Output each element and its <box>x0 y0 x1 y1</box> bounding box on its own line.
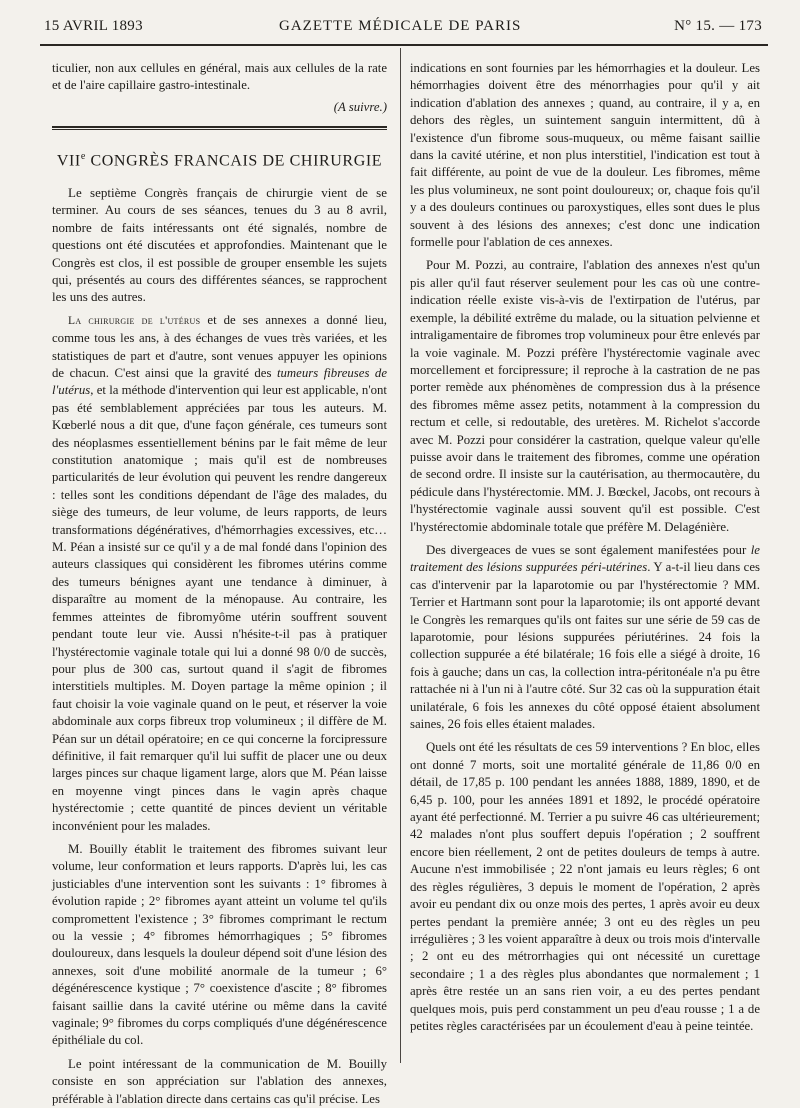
italic-term: le traitement des lésions suppurées péri-utérines <box>410 542 760 575</box>
page-header <box>44 18 762 40</box>
italic-term: tumeurs fibreuses de l'utérus <box>52 366 387 398</box>
continued-text: ticulier, non aux cellules en général, mais aux cellules de la rate et de l'aire capillaire gastro-intestinale. <box>52 61 387 93</box>
paragraph-results: Quels ont été les résultats de ces 59 interventions ? En bloc, elles ont donné 7 morts, soit une mortalité générale de 11,86 0/0 en détail, de 17,85 p. 100 pendant les années 1888, 1889, 1890, et de 6,45 p. 100, pour les années 1891 et 1892, le procédé opératoire ayant été perfectionné. M. Terrier a pu suivre 46 cas ultérieurement; 42 malades n'ont plus souffert depuis l'opération ; 2 souffrent encore bien réellement, 2 ont de petites douleurs de temps à autre. Aucune n'est immobilisée ; 22 n'ont jamais eu leurs règles; 6 ont des règles régulières, 3 depuis le moment de l'opération, 2 après avoir eu pendant dix ou onze mois des pertes, 1 après avoir eu deux pertes pendant la première année; 3 ont eu des règles un peu irrégulières ; 3 les voient apparaître à deux ou trois mois d'intervalle ; 2 ont eu des métrorrhagies qui ont nécessité un curettage secondaire ; 1 a des règles plus abondantes que normalement ; 1 après être restée un an sans rien voir, a eu des pertes pendant quelques mois, puis perd constamment un peu d'eau rousse ; 1 a de petites règles caractérisées par un écoulement d'eau à peine teintée. <box>410 740 760 1033</box>
left-column <box>52 60 387 1108</box>
section-title-ordinal: e <box>80 151 86 163</box>
issue-date: 15 AVRIL 1893 <box>44 18 143 34</box>
to-be-continued: (A suivre.) <box>333 99 387 114</box>
paragraph-bouilly: M. Bouilly établit le traitement des fibromes suivant leur volume, leur conformation et leurs rapports. D'après lui, les cas justiciables d'une intervention sont les suivants : 1° fibromes à évolution rapide ; 2° fibromes ayant atteint un volume tel qu'ils compromettent l'existence ; 3° fibromes comprimant le rectum ou la vessie ; 4° fibromes hémorrhagiques ; 5° fibromes douloureux, dans lesquels la douleur dépend soit d'une lésion des annexes, soit d'une mobilité anormale de la tumeur ; 6° dégénérescence kystique ; 7° coexistence d'ascite ; 8° fibromes faisant saillie dans la cavité utérine ou même dans la cavité vaginale; 9° fibromes du corps compliqués d'une dégénérescence épithéliale du col. <box>52 841 387 1048</box>
paragraph-indications: indications en sont fournies par les hémorrhagies et la douleur. Les hémorrhagies doivent être des ménorrhagies pour qu'il y ait indication d'ablation des annexes ; quand, au contraire, il y a, en dehors des règles, un suintement sanguin intermittent, dû à l'existence d'un fibrome sous-muqueux, ou même faisant saillie dans la cavité utérine, et non plus interstitiel, l'indication est tout à fait différente, au point de vue de la douleur. Les fibromes, même les plus volumineux, ne sont point douloureux; or, chaque fois qu'il y a des douleurs continues ou paroxystiques, elles sont dues le plus souvent à des lésions des annexes; c'est donc une indication formelle pour l'ablation de ces annexes. <box>410 61 760 250</box>
paragraph-bouilly-annexes: Le point intéressant de la communication de M. Bouilly consiste en son appréciation sur l'ablation des annexes, préférable à l'ablation directe dans certains cas qu'il précise. Les <box>52 1056 387 1106</box>
section-rule-thick <box>52 126 387 128</box>
column-divider <box>400 48 401 1063</box>
journal-title: GAZETTE MÉDICALE DE PARIS <box>279 18 522 34</box>
section-rule-thin <box>52 129 387 130</box>
section-title <box>52 148 387 170</box>
paragraph-pozzi: Pour M. Pozzi, au contraire, l'ablation des annexes n'est qu'un pis aller qu'il faut réserver seulement pour les cas où une contre-indication réelle existe vis-à-vis de l'extirpation de l'utérus, par exemple, la débilité extrême du malade, ou la situation pelvienne et intraligamentaire de fibromes trop volumineux pour être enlevés par la voie vaginale. M. Pozzi préfère l'hystérectomie vaginale avec morcellement et forcipressure; il reproche à la castration de ne pas porter remède aux phénomènes de compression dus à la présence des fibromes même assez petits, notamment à la compression du rectum et celle, si redoutable, des uretères. M. Richelot s'accorde avec M. Pozzi pour considérer la castration, quelque valeur qu'elle puisse avoir dans le traitement des fibromes, comme une opération de second ordre. Il insiste sur la cautérisation, au thermocautère, du pédicule dans l'hystérectomie. MM. J. Bœckel, Jacobs, ont recours à l'hystérectomie vaginale aussi souvent qu'il est possible. C'est l'hystérectomie abdominale totale que préfère M. Delagénière. <box>410 258 760 534</box>
paragraph-uterus-surgery: La chirurgie de l'utérus et de ses annexes a donné lieu, comme tous les ans, à des échanges de vues très variées, et les statistiques de part et d'autre, sont venues appuyer les opinions de chacun. C'est ainsi que la gravité des tumeurs fibreuses de l'utérus, et la méthode d'intervention qui leur est applicable, n'ont pas été semblablement appréciées par tous les auteurs. M. Kœberlé nous a dit que, d'une façon générale, ces tumeurs sont des néoplasmes essentiellement bénins par le fait même de leur constitution anatomique ; mais qu'il est de nombreuses particularités de leur évolution qui peuvent les rendre dangereux : telles sont les conditions dépendant de l'âge des malades, du siège des tumeurs, de leur volume, de leurs rapports, de leurs transformations dégénératives, d'hémorrhagies excessives, etc… M. Péan a insisté sur ce qu'il y a de mal fondé dans l'opinion des auteurs classiques qui considèrent les fibromes utérins comme des tumeurs bénignes ayant une tendance à diminuer, à disparaître au moment de la ménopause. Au contraire, les femmes atteintes de fibromyôme utérin souffrent souvent pendant toute leur vie. Aussi n'hésite-t-il pas à pratiquer l'hystérectomie vaginale totale qui lui a donné 98 0/0 de succès, pour plus de 300 cas, surtout quand il s'agit de fibromes interstitiels multiples. M. Doyen partage la même opinion ; il faut choisir la voie vaginale quand on le peut, et réserver la voie abdominale aux corps fibreux trop volumineux ; il diffère de M. Péan sur un détail opératoire; en ce qui concerne la forcipressure définitive, il fait remarquer qu'il lui suffit de placer une ou deux larges pinces sur chaque ligament large, alors que M. Péan laisse en moyenne vingt pinces dans le vagin après chaque hystérectomie ; cette quantité de pinces devient un véritable inconvénient pour les malades. <box>52 312 388 833</box>
right-column <box>410 60 760 1035</box>
paragraph-intro: Le septième Congrès français de chirurgie vient de se terminer. Au cours de ses séances, tenues du 3 au 8 avril, nombre de faits intéressants ont été signalés, nombre de questions ont été discutées et approfondies. Maintenant que le Congrès est clos, il est possible de grouper ensemble les sujets qui, présentés au cours des différentes séances, se rapprochent les uns des autres. <box>52 184 387 305</box>
section-title-text: CONGRÈS FRANCAIS DE CHIRURGIE <box>90 152 383 170</box>
issue-page-number: N° 15. — 173 <box>674 18 762 34</box>
header-rule <box>40 44 768 46</box>
paragraph-suppurated-lesions: Des divergeaces de vues se sont également manifestées pour le traitement des lésions suppurées péri-utérines. Y a-t-il lieu dans ces cas d'intervenir par la laparotomie ou par l'hystérectomie ? MM. Terrier et Hartmann sont pour la laparotomie; ils ont apporté devant le Congrès les remarques qu'ils ont faites sur une série de 59 cas de laparotomie, pour lésions suppurées périutérines. 24 fois la collection suppurée a été bilatérale; 16 fois elle a siégé à droite, 16 fois à gauche; dans un cas, la collection intra-péritonéale n'a pu être rattachée ni à l'un ni à l'autre côté. Sur 32 cas où la suppuration était unilatérale, 6 fois les annexes du côté opposé étaient absolument saines, 26 fois elles étaient malades. <box>410 542 761 732</box>
section-title-number: VII <box>56 152 81 170</box>
small-caps-heading: La chirurgie de l'utérus <box>68 314 201 327</box>
